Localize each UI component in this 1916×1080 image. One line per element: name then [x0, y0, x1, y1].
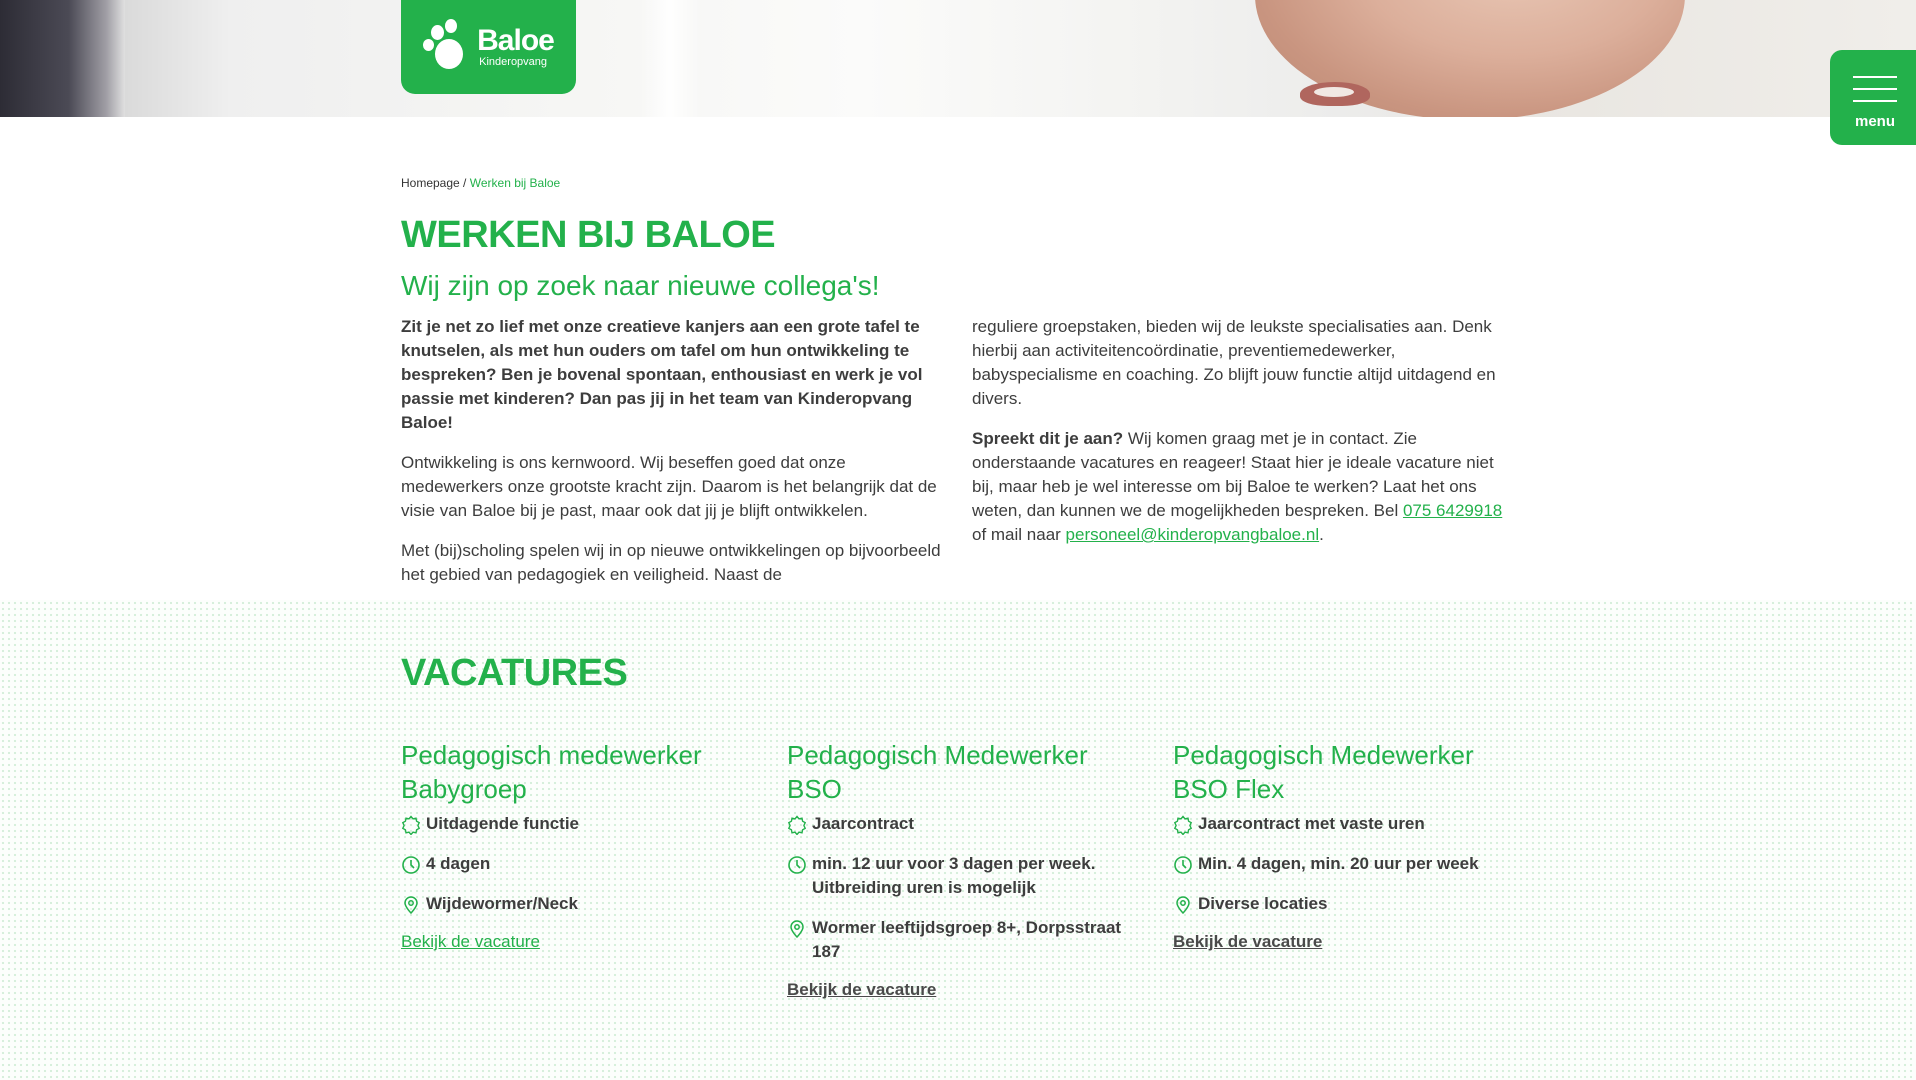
- email-link[interactable]: personeel@kinderopvangbaloe.nl: [1065, 525, 1320, 544]
- intro-paragraph-development: Ontwikkeling is ons kernwoord. Wij beseffen goed dat onze medewerkers onze grootste kracht zijn. Daarom is het belangrijk dat de visie van Baloe bij je past, maar ook dat jij je blijft ontwikkelen.: [401, 453, 937, 520]
- location-pin-icon: [787, 919, 807, 939]
- brand-tagline: Kinderopvang: [479, 56, 548, 68]
- location-pin-icon: [1173, 895, 1193, 915]
- vacancy-link[interactable]: Bekijk de vacature: [401, 932, 540, 951]
- hero-banner: [0, 0, 1916, 117]
- vacancy-title: Pedagogisch Medewerker BSO: [787, 740, 1088, 804]
- clock-icon: [787, 855, 807, 875]
- vacancy-card: [787, 738, 1137, 1000]
- breadcrumb-home[interactable]: Homepage: [401, 176, 460, 190]
- contact-lead: Spreekt dit je aan?: [972, 429, 1124, 448]
- contact-paragraph: [972, 427, 1517, 547]
- vacancy-location: Wijdewormer/Neck: [426, 894, 578, 913]
- contact-text: Wij komen graag met je in contact. Zie onderstaande vacatures en reageer! Staat hier je ideale vacature niet bij, maar heb je wel interesse om bij Baloe te werken? Laat het ons weten, dan kunnen we de mogelijkheden bespreken. Bel: [972, 429, 1494, 520]
- vacancy-title: Pedagogisch medewerker Babygroep: [401, 740, 702, 804]
- vacancy-hours: min. 12 uur voor 3 dagen per week. Uitbreiding uren is mogelijk: [812, 854, 1096, 897]
- vacancy-contract: Uitdagende functie: [426, 814, 580, 833]
- hero-background-light: [640, 0, 700, 117]
- brand-logo[interactable]: [401, 0, 576, 94]
- badge-icon: [401, 815, 421, 835]
- hamburger-icon: [1853, 76, 1897, 112]
- contact-end: .: [1319, 525, 1324, 544]
- clock-icon: [401, 855, 421, 875]
- vacatures-title: VACATURES: [401, 652, 628, 694]
- badge-icon: [1173, 815, 1193, 835]
- hero-background-shelf: [0, 0, 125, 117]
- breadcrumb-separator: /: [459, 176, 470, 190]
- vacancy-contract: Jaarcontract: [812, 814, 915, 833]
- intro-paragraph-training-part1: Met (bij)scholing spelen wij in op nieuwe ontwikkelingen op bijvoorbeeld het gebied van pedagogiek en veiligheid. Naast de: [401, 541, 941, 584]
- clock-icon: [1173, 855, 1193, 875]
- intro-column-right: [972, 315, 1517, 563]
- paw-icon: [423, 17, 471, 77]
- vacancy-location: Wormer leeftijdsgroep 8+, Dorpsstraat 187: [812, 918, 1122, 961]
- vacancy-hours: 4 dagen: [426, 854, 491, 873]
- contact-mid: of mail naar: [972, 525, 1066, 544]
- breadcrumb-current: Werken bij Baloe: [469, 176, 561, 190]
- vacancy-card: [401, 738, 751, 952]
- vacancy-hours: Min. 4 dagen, min. 20 uur per week: [1198, 854, 1479, 873]
- brand-name: Baloe: [477, 24, 554, 57]
- location-pin-icon: [401, 895, 421, 915]
- vacancy-contract: Jaarcontract met vaste uren: [1198, 814, 1425, 833]
- vacancy-link[interactable]: Bekijk de vacature: [787, 980, 937, 999]
- menu-label: menu: [1854, 113, 1895, 130]
- menu-button[interactable]: [1830, 50, 1916, 145]
- intro-paragraph-training-part2: reguliere groepstaken, bieden wij de leukste specialisaties aan. Denk hierbij aan activiteitencoördinatie, preventiemedewerker, babyspecialisme en coaching. Zo blijft jouw functie altijd uitdagend en divers.: [972, 317, 1496, 408]
- vacancy-location: Diverse locaties: [1198, 894, 1328, 913]
- page-title: WERKEN BIJ BALOE: [401, 214, 776, 256]
- vacancy-link[interactable]: Bekijk de vacature: [1173, 932, 1323, 951]
- intro-lead: Zit je net zo lief met onze creatieve kanjers aan een grote tafel te knutselen, als met hun ouders om tafel om hun ontwikkeling te bespreken? Ben je bovenal spontaan, enthousiast en werk je vol passie met kinderen? Dan pas jij in het team van Kinderopvang Baloe!: [401, 317, 923, 432]
- vacancy-title: Pedagogisch Medewerker BSO Flex: [1173, 740, 1474, 804]
- hero-photo-smile: [1300, 82, 1370, 106]
- intro-column-left: [401, 315, 946, 603]
- phone-link[interactable]: 075 6429918: [1402, 501, 1503, 520]
- vacancy-card: [1173, 738, 1523, 952]
- page-subtitle: Wij zijn op zoek naar nieuwe collega's!: [401, 270, 880, 301]
- badge-icon: [787, 815, 807, 835]
- breadcrumb: [401, 176, 560, 190]
